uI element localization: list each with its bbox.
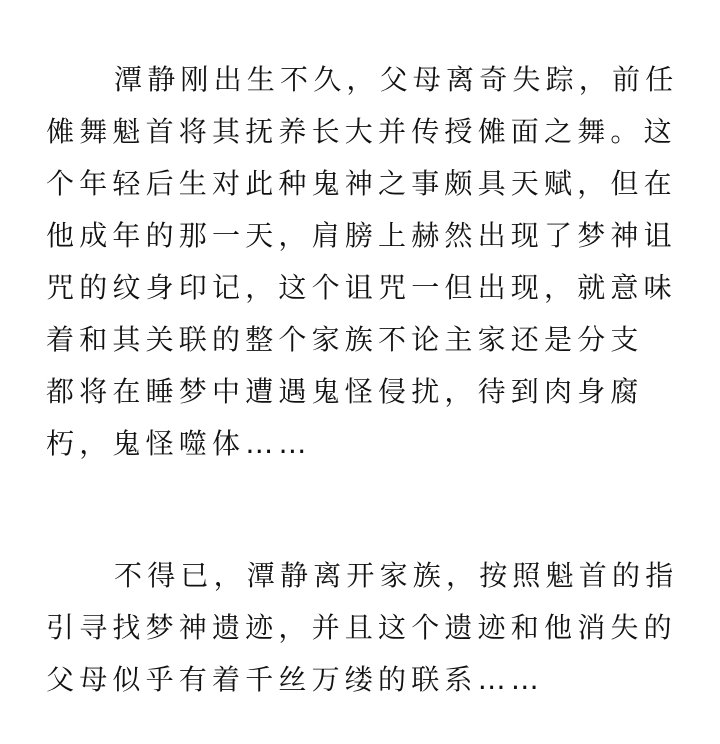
paragraph-line: 个年轻后生对此种鬼神之事颇具天赋，但在 [46, 167, 677, 200]
paragraph-line: 潭静刚出生不久，父母离奇失踪，前任 [114, 63, 679, 96]
paragraph-line: 父母似乎有着千丝万缕的联系…… [46, 663, 545, 696]
paragraph-line: 朽，鬼怪噬体…… [46, 427, 312, 460]
paragraph-line: 都将在睡梦中遭遇鬼怪侵扰，待到肉身腐 [46, 375, 644, 408]
paragraph-line: 咒的纹身印记，这个诅咒一但出现，就意味 [46, 271, 677, 304]
paragraph-line: 着和其关联的整个家族不论主家还是分支 [46, 323, 644, 356]
paragraph-line: 傩舞魁首将其抚养长大并传授傩面之舞。这 [46, 115, 677, 148]
paragraph-line: 不得已，潭静离开家族，按照魁首的指 [114, 559, 679, 592]
paragraph-line: 引寻找梦神遗迹，并且这个遗迹和他消失的 [46, 611, 677, 644]
paragraph-line: 他成年的那一天，肩膀上赫然出现了梦神诅 [46, 219, 677, 252]
